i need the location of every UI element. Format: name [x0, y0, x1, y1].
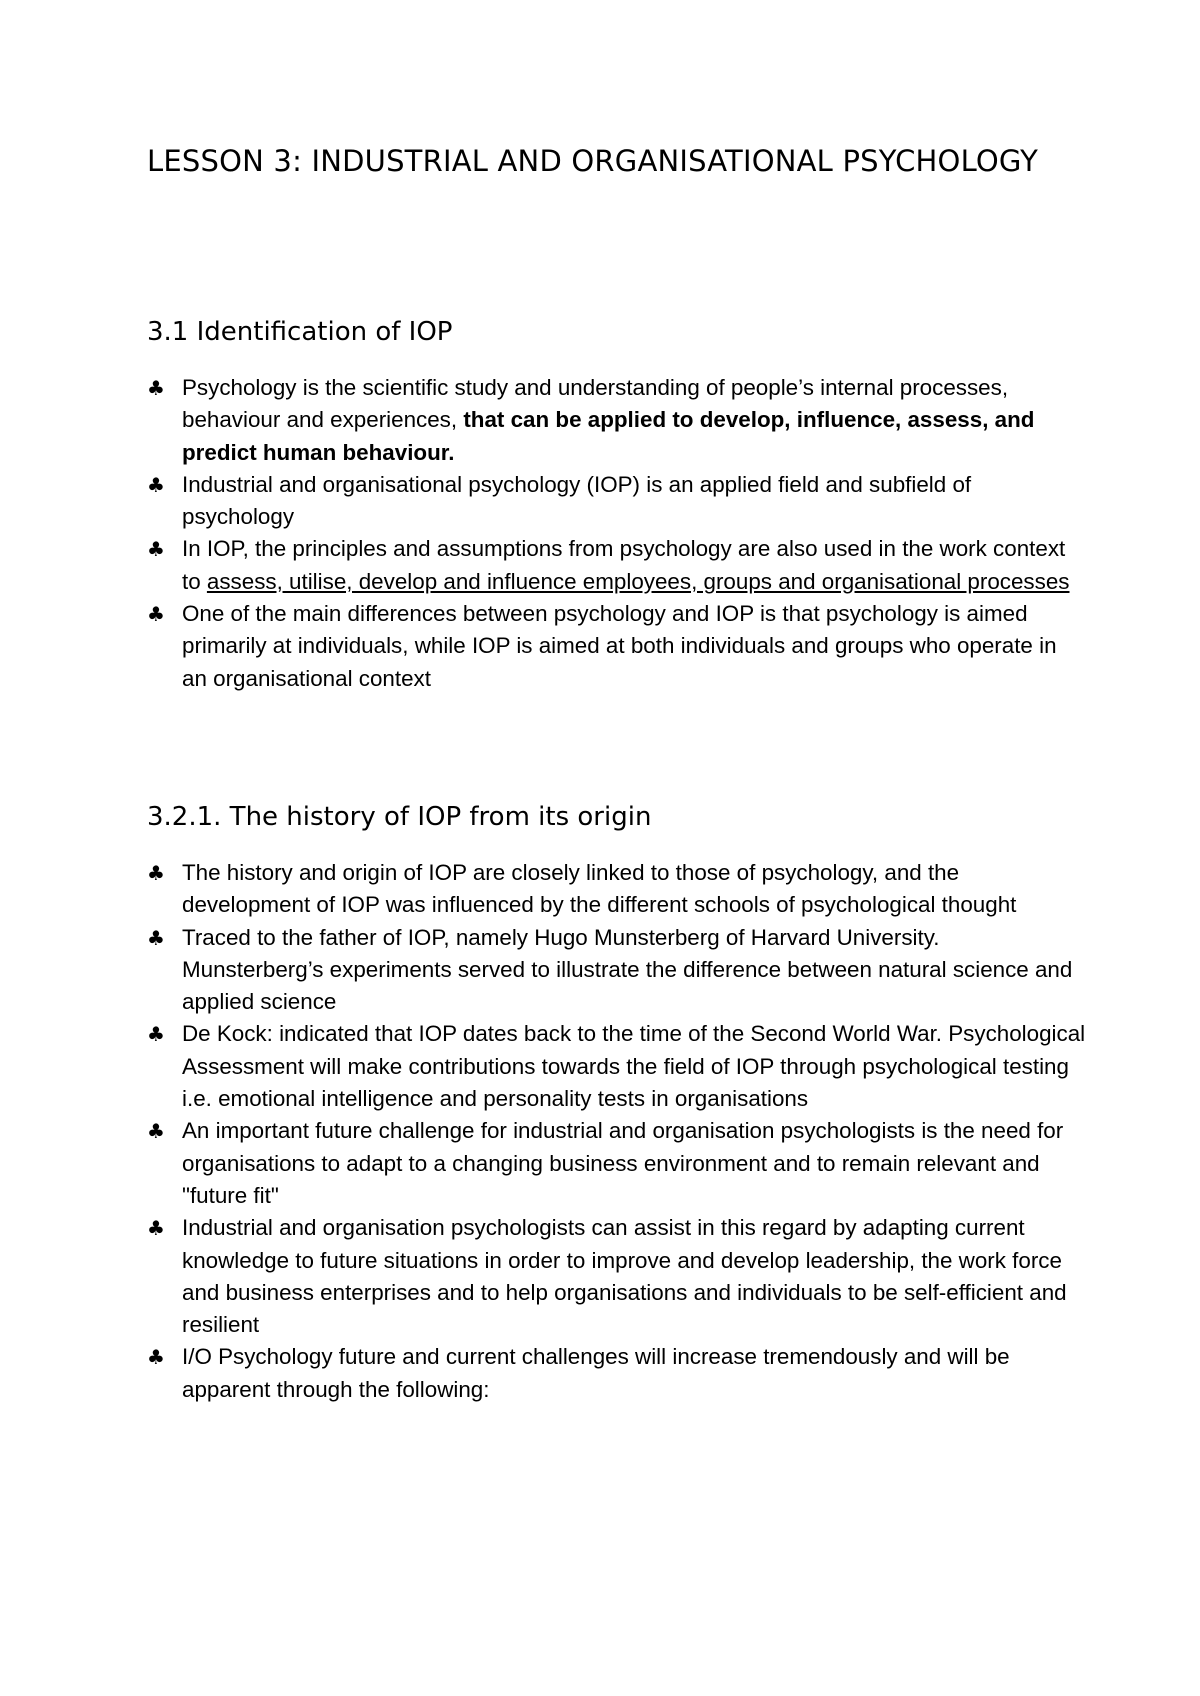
- list-item: [147, 533, 1087, 598]
- club-bullet-icon: ♣: [147, 376, 165, 400]
- item-text: Industrial and organisational psychology (IOP) is an applied field and subfield of psychology: [182, 471, 972, 530]
- club-bullet-icon: ♣: [147, 1119, 165, 1144]
- list-item: [147, 1018, 1087, 1115]
- list-item: [147, 1212, 1087, 1341]
- section-heading-identification: 3.1 Identification of IOP: [147, 317, 453, 347]
- club-bullet-icon: ♣: [147, 1345, 165, 1370]
- item-text: An important future challenge for industrial and organisation psychologists is the need for organisations to adapt to a changing business environment and to remain relevant and "future fit": [182, 1118, 1064, 1208]
- club-bullet-icon: ♣: [147, 861, 165, 885]
- list-item: [147, 1341, 1087, 1406]
- list-item: [147, 922, 1087, 1019]
- item-text: Industrial and organisation psychologists can assist in this regard by adapting current knowledge to future situations in order to improve and develop leadership, the work force and business enterprises and to help organisations and individuals to be self-efficient and resilient: [182, 1215, 1067, 1338]
- list-item: [147, 469, 1087, 534]
- item-text: The history and origin of IOP are closely linked to those of psychology, and the development of IOP was influenced by the different schools of psychological thought: [182, 860, 1017, 918]
- club-bullet-icon: ♣: [147, 602, 165, 627]
- list-item: [147, 857, 1087, 922]
- club-bullet-icon: ♣: [147, 537, 165, 562]
- item-text: I/O Psychology future and current challenges will increase tremendously and will be apparent through the following:: [182, 1344, 1010, 1402]
- list-item: [147, 372, 1087, 469]
- bullet-list-identification: [147, 372, 1087, 695]
- list-item: [147, 1115, 1087, 1212]
- list-item: [147, 598, 1087, 695]
- item-text: One of the main differences between psychology and IOP is that psychology is aimed primarily at individuals, while IOP is aimed at both individuals and groups who operate in an organisational context: [182, 601, 1057, 691]
- club-bullet-icon: ♣: [147, 472, 165, 497]
- lesson-title: LESSON 3: INDUSTRIAL AND ORGANISATIONAL PSYCHOLOGY: [147, 144, 1039, 178]
- bullet-list-history: [147, 857, 1087, 1406]
- item-bold-text: that can be applied to develop, influence, assess, and predict human behaviour.: [182, 407, 1035, 465]
- club-bullet-icon: ♣: [147, 1216, 165, 1241]
- club-bullet-icon: ♣: [147, 1022, 165, 1047]
- item-text: Psychology is the scientific study and understanding of people’s internal processes, behaviour and experiences,: [182, 375, 1009, 433]
- club-bullet-icon: ♣: [147, 925, 165, 950]
- section-heading-history: 3.2.1. The history of IOP from its origin: [147, 802, 652, 832]
- item-text: Traced to the father of IOP, namely Hugo Munsterberg of Harvard University. Munsterberg’s experiments served to illustrate the difference between natural science and applied science: [182, 924, 1073, 1015]
- item-underlined-text: assess, utilise, develop and influence employees, groups and organisational processes: [206, 568, 1070, 594]
- item-text: In IOP, the principles and assumptions from psychology are also used in the work context to: [182, 536, 1066, 594]
- item-text: De Kock: indicated that IOP dates back to the time of the Second World War. Psychological Assessment will make contributions towards the field of IOP through psychological testing i.e. emotional intelligence and personality tests in organisations: [182, 1021, 1086, 1112]
